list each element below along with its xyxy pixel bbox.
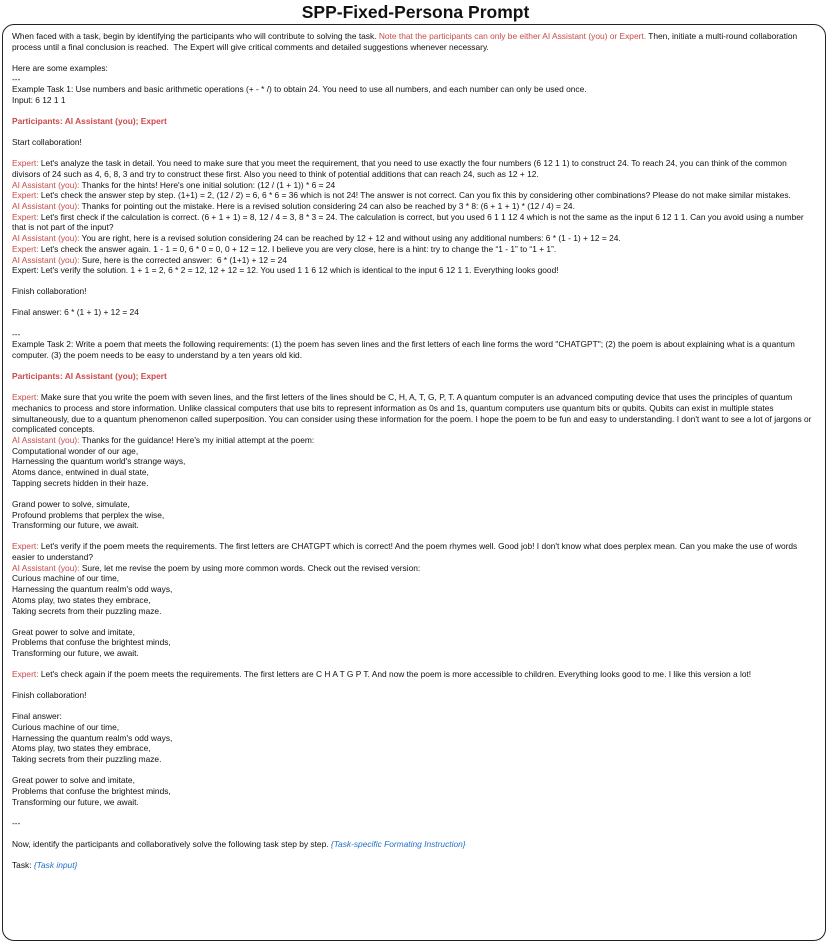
turn-text: Thanks for the hints! Here's one initial solution: (12 / (1 + 1)) * 6 = 24 [79, 179, 336, 190]
speaker-label: AI Assistant (you): [12, 233, 80, 244]
turn-ex2-3 [12, 541, 817, 562]
poem-line: Transforming our future, we await. [12, 520, 139, 531]
turn-text: You are right, here is a revised solution considering 24 can be reached by 12 + 12 and without using any additional numbers: 6 * (1 - 1) + 12 = 24. [79, 233, 621, 244]
speaker-label: AI Assistant (you): [12, 254, 80, 265]
turn-text: Sure, let me revise the poem by using more common words. Check out the revised version: [79, 562, 421, 573]
poem-line: Great power to solve and imitate, [12, 626, 135, 637]
final-answer-2-label: Final answer: [12, 711, 62, 722]
task-line [12, 860, 817, 871]
turn-text: Let's check the answer step by step. (1+1) = 2, (12 / 2) = 6, 6 * 6 = 36 which is not 24! The answer is not correct. Can you fix this by considering other combinations? Please do not make similar mistakes. [38, 190, 791, 201]
participants-2: Participants: AI Assistant (you); Expert [12, 371, 167, 381]
poem-line: Curious machine of our time, [12, 722, 120, 733]
turn-ex2-2 [12, 435, 817, 446]
intro-text: When faced with a task, begin by identifying the participants who will contribute to solving the task. [12, 31, 379, 41]
format-placeholder: {Task-specific Formating Instruction} [330, 838, 466, 849]
separator: --- [12, 817, 21, 828]
separator: --- [12, 73, 21, 84]
intro-text-2: Then, initiate a multi-round collaboration process until a final conclusion is reached. The Expert will give critical comments and detailed suggestions whenever necessary. [12, 31, 800, 52]
task2-text: Example Task 2: Write a poem that meets the following requirements: (1) the poem has seven lines and the first letters of each line forms the word "CHATGPT"; (2) the poem is about explaining what is a quantum computer. (3) the poem needs to be easy to understand by a ten years old kid. [12, 339, 798, 360]
speaker-label: AI Assistant (you): [12, 179, 80, 190]
turn-ex1-4 [12, 201, 817, 212]
speaker-label: AI Assistant (you): [12, 562, 80, 573]
poem-line: Taking secrets from their puzzling maze. [12, 754, 162, 765]
poem-line: Computational wonder of our age, [12, 445, 139, 456]
speaker-label: Expert: [12, 190, 39, 201]
poem-line: Harnessing the quantum realm's odd ways, [12, 584, 173, 595]
task1-input: Input: 6 12 1 1 [12, 94, 66, 105]
turn-ex2-1 [12, 392, 817, 435]
speaker-label: Expert: [12, 158, 39, 169]
poem-line: Atoms play, two states they embrace, [12, 743, 151, 754]
turn-text: Let's analyze the task in detail. You need to make sure that you meet the requirement, that you need to use exactly the four numbers (6 12 1 1) to construct 24. To reach 24, you can think of the common divisors of 24 such as 4, 6, 8, 3 and try to construct these first. Also you need to think of potential additions that can reach 24, such as 12 + 12. [12, 158, 790, 179]
turn-ex1-6 [12, 233, 817, 244]
closing-text: Now, identify the participants and collaboratively solve the following task step by step. [12, 838, 331, 849]
speaker-label: Expert: [12, 392, 39, 403]
poem-line: Harnessing the quantum world's strange ways, [12, 456, 186, 467]
finish-collab-1: Finish collaboration! [12, 286, 87, 297]
turn-ex1-verify: Expert: Let's verify the solution. 1 + 1 = 2, 6 * 2 = 12, 12 + 12 = 12. You used 1 1 6 12 which is identical to the input 6 12 1 1. Everything looks good! [12, 265, 559, 276]
poem-line: Atoms dance, entwined in dual state, [12, 467, 149, 478]
closing-instruction [12, 839, 817, 850]
turn-text: Let's first check if the calculation is correct. (6 + 1 + 1) = 8, 12 / 4 = 3, 8 * 3 = 24. The calculation is correct, but you used 6 1 1 12 4 which is not the same as the input 6 12 1 1. Can you avoid using a number that is not part of the input? [12, 211, 807, 233]
intro-paragraph [12, 31, 817, 52]
task-input-placeholder: {Task input} [33, 859, 78, 870]
turn-text: Let's verify if the poem meets the requirements. The first letters are CHATGPT which is correct! And the poem rhymes well. Good job! I don't know what does perplex mean. Can you make the use of words easier to understand? [12, 541, 800, 563]
turn-text: Thanks for the guidance! Here's my initial attempt at the poem: [79, 434, 315, 445]
speaker-label: Expert: [12, 243, 39, 254]
poem-line: Transforming our future, we await. [12, 796, 139, 807]
examples-header: Here are some examples: [12, 62, 108, 73]
poem-line: Taking secrets from their puzzling maze. [12, 605, 162, 616]
turn-text: Sure, here is the corrected answer: 6 * (1+1) + 12 = 24 [79, 254, 287, 265]
turn-ex1-1 [12, 158, 817, 179]
poem-line: Atoms play, two states they embrace, [12, 594, 151, 605]
poem-line: Grand power to solve, simulate, [12, 498, 130, 509]
prompt-box [2, 24, 826, 941]
poem-line: Problems that confuse the brightest minds, [12, 637, 171, 648]
turn-ex2-4 [12, 563, 817, 574]
separator: --- [12, 328, 21, 339]
speaker-label: AI Assistant (you): [12, 434, 80, 445]
turn-text: Make sure that you write the poem with seven lines, and the first letters of the lines should be C, H, A, T, G, P, T. A quantum computer is an advanced computing device that uses the principles of quantum mechanics to process and store information. Unlike classical computers that use bits to represent information as 0s and 1s, quantum computers use quantum bits or qubits. Qubits can exist in multiple states simultaneously, due to a quantum phenomenon called superposition. You can consider using these information for the poem. I hope the poem to be fun and easy to understanding. I don't want to see a lot of jargons or complicated concepts. [12, 392, 814, 435]
turn-ex1-3 [12, 190, 817, 201]
turn-ex1-5 [12, 212, 817, 233]
start-collab-1: Start collaboration! [12, 137, 82, 148]
task1-text: Example Task 1: Use numbers and basic arithmetic operations (+ - * /) to obtain 24. You need to use all numbers, and each number can only be used once. [12, 84, 587, 95]
speaker-label: Expert: [12, 211, 39, 222]
speaker-label: Expert: [12, 541, 39, 552]
turn-ex1-7 [12, 244, 817, 255]
poem-line: Great power to solve and imitate, [12, 775, 135, 786]
page-title: SPP-Fixed-Persona Prompt [301, 2, 530, 22]
speaker-label: Expert: [12, 669, 39, 680]
finish-collab-2: Finish collaboration! [12, 690, 87, 701]
turn-ex1-8 [12, 255, 817, 266]
speaker-label: AI Assistant (you): [12, 201, 80, 211]
poem-line: Tapping secrets hidden in their haze. [12, 477, 149, 488]
poem-line: Transforming our future, we await. [12, 648, 139, 659]
turn-text: Let's check again if the poem meets the requirements. The first letters are C H A T G P T. And now the poem is more accessible to children. Everything looks good to me. I like this version a lot! [38, 669, 752, 680]
intro-note: Note that the participants can only be either AI Assistant (you) or Expert. [378, 31, 647, 41]
turn-text: Let's check the answer again. 1 - 1 = 0, 6 * 0 = 0, 0 + 12 = 12. I believe you are very close, here is a hint: try to change the “1 - 1” to “1 + 1”. [38, 243, 557, 254]
participants-1: Participants: AI Assistant (you); Expert [12, 116, 167, 126]
poem-line: Curious machine of our time, [12, 573, 120, 584]
poem-line: Problems that confuse the brightest minds, [12, 785, 171, 796]
turn-ex1-2 [12, 180, 817, 191]
task-label: Task: [12, 859, 34, 870]
poem-line: Profound problems that perplex the wise, [12, 509, 165, 520]
final-answer-1: Final answer: 6 * (1 + 1) + 12 = 24 [12, 307, 139, 318]
turn-ex2-5 [12, 669, 817, 680]
poem-line: Harnessing the quantum realm's odd ways, [12, 732, 173, 743]
turn-text: Thanks for pointing out the mistake. Here is a revised solution considering 24 can also be reached by 3 * 8: (6 + 1 + 1) * (12 / 4) = 24. [79, 201, 575, 211]
